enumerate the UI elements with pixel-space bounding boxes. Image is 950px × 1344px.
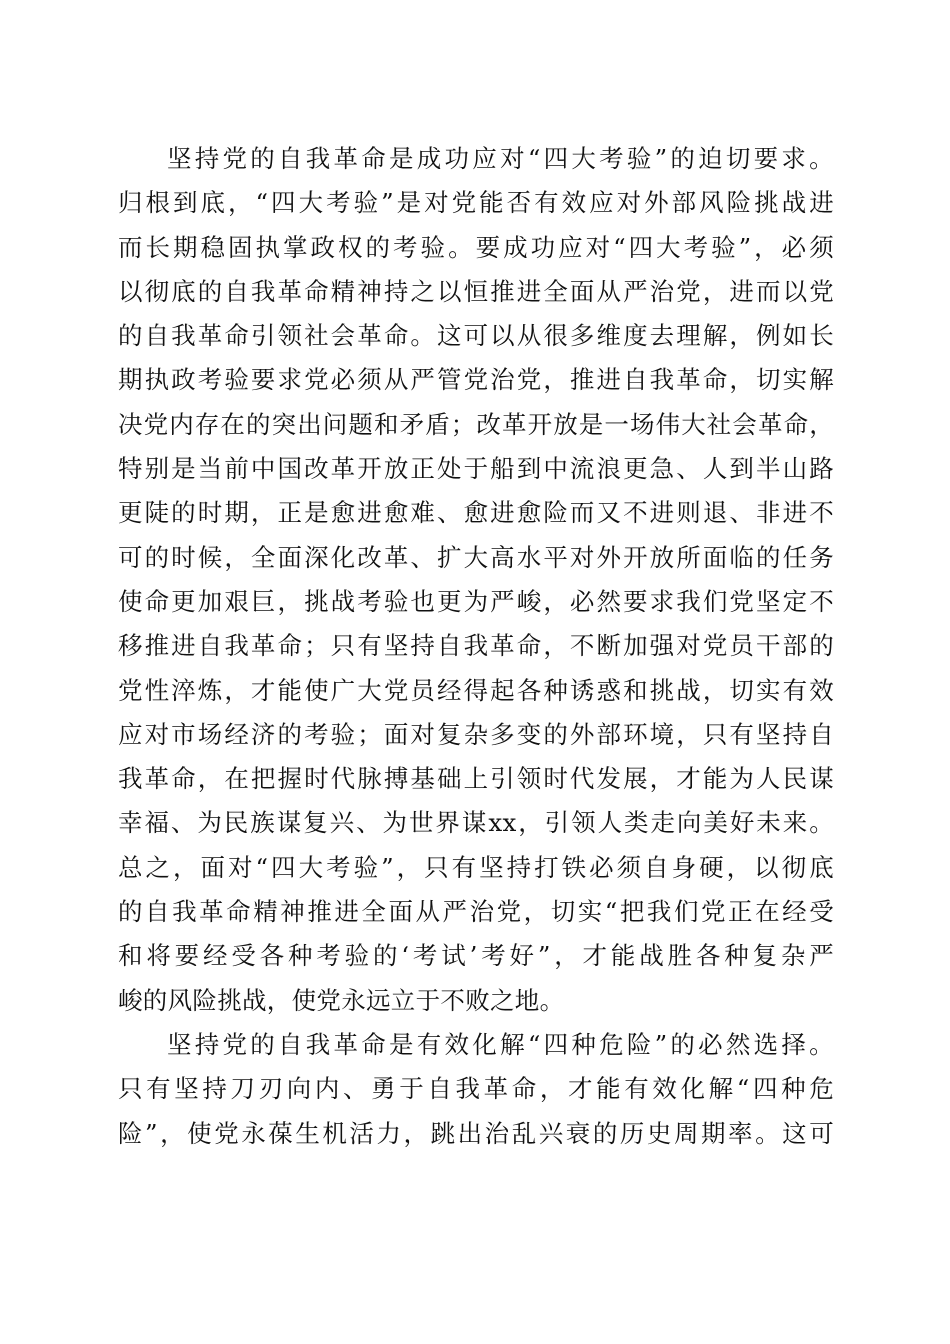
text-line: 使命更加艰巨，挑战考验也更为严峻，必然要求我们党坚定不 [118, 586, 834, 616]
text-line: 党性淬炼，才能使广大党员经得起各种诱惑和挑战，切实有效 [118, 675, 834, 705]
paragraph [118, 1023, 834, 1156]
text-line: 应对市场经济的考验；面对复杂多变的外部环境，只有坚持自 [118, 719, 834, 749]
text-line: 幸福、为民族谋复兴、为世界谋xx，引领人类走向美好未来。 [118, 808, 834, 838]
text-line: 和将要经受各种考验的‘考试’考好”，才能战胜各种复杂严 [118, 941, 834, 971]
text-line: 总之，面对“四大考验”，只有坚持打铁必须自身硬，以彻底 [118, 852, 834, 882]
text-line: 而长期稳固执掌政权的考验。要成功应对“四大考验”，必须 [118, 232, 834, 262]
text-line: 坚持党的自我革命是成功应对“四大考验”的迫切要求。 [167, 144, 834, 173]
text-line: 的自我革命精神推进全面从严治党，切实“把我们党正在经受 [118, 897, 834, 927]
text-line: 可的时候，全面深化改革、扩大高水平对外开放所面临的任务 [118, 542, 834, 572]
text-line: 决党内存在的突出问题和矛盾；改革开放是一场伟大社会革命， [118, 409, 834, 439]
text-line: 坚持党的自我革命是有效化解“四种危险”的必然选择。 [167, 1029, 834, 1059]
text-line: 更陡的时期，正是愈进愈难、愈进愈险而又不进则退、非进不 [118, 498, 834, 528]
text-line: 期执政考验要求党必须从严管党治党，推进自我革命，切实解 [118, 365, 834, 395]
text-line: 险”，使党永葆生机活力，跳出治乱兴衰的历史周期率。这可 [118, 1118, 834, 1148]
text-line: 只有坚持刀刃向内、勇于自我革命，才能有效化解“四种危 [118, 1074, 834, 1104]
text-line: 峻的风险挑战，使党永远立于不败之地。 [118, 985, 565, 1015]
text-line: 归根到底，“四大考验”是对党能否有效应对外部风险挑战进 [118, 188, 834, 218]
text-line: 特别是当前中国改革开放正处于船到中流浪更急、人到半山路 [118, 454, 834, 484]
text-line: 我革命，在把握时代脉搏基础上引领时代发展，才能为人民谋 [118, 764, 834, 794]
document-body [118, 137, 834, 1156]
paragraph [118, 137, 834, 1023]
text-line: 以彻底的自我革命精神持之以恒推进全面从严治党，进而以党 [118, 276, 834, 306]
text-line: 移推进自我革命；只有坚持自我革命，不断加强对党员干部的 [118, 631, 834, 661]
text-line: 的自我革命引领社会革命。这可以从很多维度去理解，例如长 [118, 321, 834, 351]
